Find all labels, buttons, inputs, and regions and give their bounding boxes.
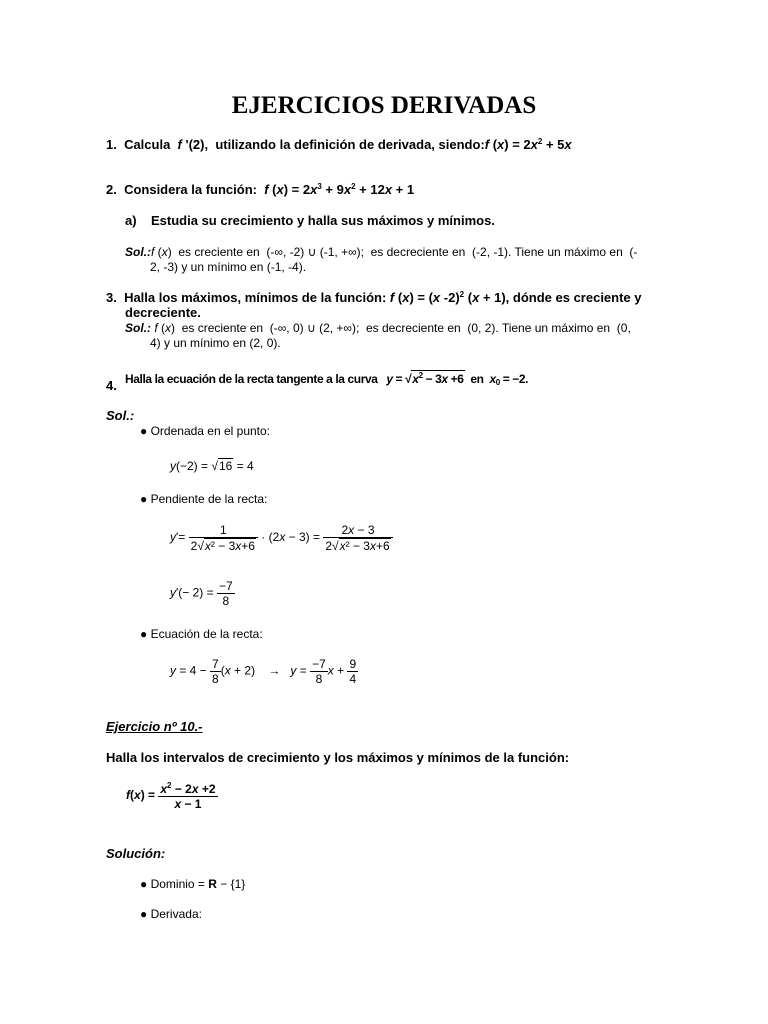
bullet-derivada: ● Derivada: xyxy=(140,907,202,921)
bullet-pendiente: ● Pendiente de la recta: xyxy=(140,492,268,506)
bullet-dominio: ● Dominio = R − {1} xyxy=(140,877,246,891)
question-2a: a) Estudia su crecimiento y halla sus máximos y mínimos. xyxy=(125,213,495,228)
exercise-10-function: f(x) = $\frac{x^2 - 2x +2}{x - 1}$ xyxy=(126,781,216,811)
bullet-icon: ● xyxy=(140,424,148,438)
question-3-line2: decreciente. xyxy=(125,305,201,320)
solution-2-line2: 2, -3) y un mínimo en (-1, -4). xyxy=(150,260,307,274)
solution-2-line1: Sol.:f (x) es creciente en (-∞, -2) ∪ (-1, +∞); es decreciente en (-2, -1). Tiene un máximo en (- xyxy=(125,245,638,259)
solution-4-label: Sol.: xyxy=(106,408,135,423)
exercise-10-text: Halla los intervalos de crecimiento y los máximos y mínimos de la función: xyxy=(106,750,570,765)
solution-3-line2: 4) y un mínimo en (2, 0). xyxy=(150,336,281,350)
equation-tangent-line: y = 4 − $\frac{7}{8}$ (x + 2) → y = $\frac{-7}{8}$ x + $\frac{9}{4}$ xyxy=(170,657,357,686)
question-3-line1: 3. Halla los máximos, mínimos de la función: f (x) = (x -2)$^2$ (x + 1), dónde es creciente y xyxy=(106,290,642,305)
equation-derivative: y'= $\frac{1}{\text{2√x² − 3x+6}}$ · (2x − 3) = $\frac{2x - 3}{\text{2√x² − 3x+6}}$ xyxy=(170,523,393,553)
question-4-number: 4. xyxy=(106,378,117,393)
exercise-10-heading: Ejercicio nº 10.- xyxy=(106,719,203,734)
bullet-icon: ● xyxy=(140,492,148,506)
equation-slope-value: y'(− 2) = $\frac{-7}{8}$ xyxy=(170,579,233,608)
question-1: 1. Calcula f '(2), utilizando la definición de derivada, siendo:f $(x) = 2x^2 + 5x$ xyxy=(106,137,572,152)
exercise-10-solution-label: Solución: xyxy=(106,846,166,861)
page-title: EJERCICIOS DERIVADAS xyxy=(231,92,537,119)
bullet-ordenada: ● Ordenada en el punto: xyxy=(140,424,271,438)
question-4-text: Halla la ecuación de la recta tangente a la curva $y = √x^2 - 3x +6$ en $x_0 = -2$. xyxy=(125,371,529,387)
bullet-icon: ● xyxy=(140,907,148,921)
solution-3-line1: Sol.: f (x) es creciente en (-∞, 0) ∪ (2, +∞); es decreciente en (0, 2). Tiene un máximo en (0, xyxy=(125,321,631,335)
bullet-ecuacion: ● Ecuación de la recta: xyxy=(140,627,263,641)
bullet-icon: ● xyxy=(140,877,148,891)
equation-ordenada: y(−2) = √16 = 4 xyxy=(170,459,254,473)
question-2: 2. Considera la función: f $(x) = 2x^3 + 9x^2 + 12x + 1$ xyxy=(106,182,415,197)
bullet-icon: ● xyxy=(140,627,148,641)
